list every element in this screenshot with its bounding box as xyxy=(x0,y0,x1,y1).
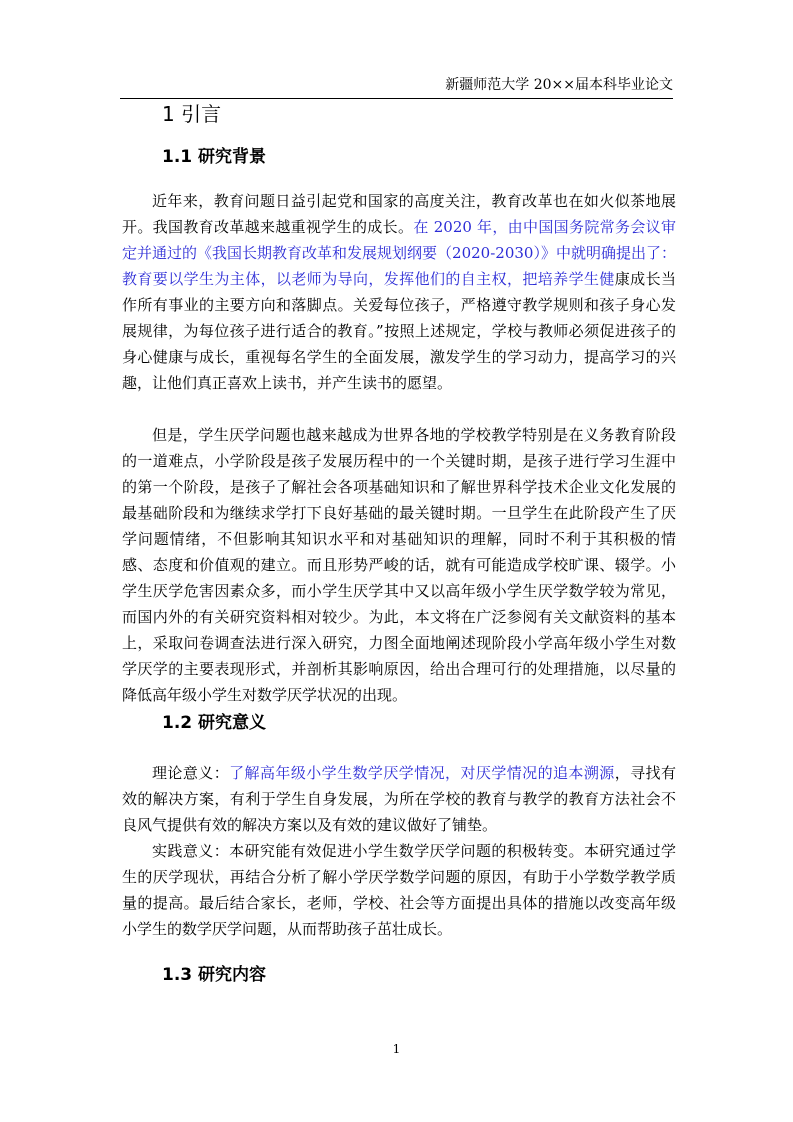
significance-paragraph-1 xyxy=(122,760,676,838)
section-title-significance: 1.2 研究意义 xyxy=(162,713,267,733)
page-number: 1 xyxy=(392,1042,401,1056)
significance-text-a: 理论意义： xyxy=(152,764,230,782)
significance-text-c: ，寻找有效的解决方案，有利于学生自身发展，为所在学校的教育与教学的教育方法社会不良风气提供有效的解决方案以及有效的建议做好了铺垫。 xyxy=(122,764,676,834)
background-text-a: 近年来，教育问题日益引起党和国家的高度关注，教育改革也在如火似茶地展开。我国教育改革越来越重视学生的成长。 xyxy=(122,192,676,236)
significance-text-highlight: 了解高年级小学生数学厌学情况，对厌学情况的追本溯源 xyxy=(229,764,615,782)
chapter-title: 1 引言 xyxy=(162,102,222,126)
significance-paragraph-2: 实践意义：本研究能有效促进小学生数学厌学问题的积极转变。本研究通过学生的厌学现状，再结合分析了解小学厌学数学问题的原因，有助于小学数学教学质量的提高。最后结合家长，老师，学校、社会等方面提出具体的措施以改变高年级小学生的数学厌学问题，从而帮助孩子茁壮成长。 xyxy=(122,842,676,938)
background-text-c: 康成长当作所有事业的主要方向和落脚点。关爱每位孩子，严格遵守教学规则和孩子身心发展规律，为每位孩子进行适合的教育。”按照上述规定，学校与教师必须促进孩子的身心健康与成长，重视每名学生的全面发展，激发学生的学习动力，提高学习的兴趣，让他们真正喜欢上读书，并产生读书的愿望。 xyxy=(122,270,676,392)
background-text-highlight: 在 2020 年，由中国国务院常务会议审定并通过的《我国长期教育改革和发展规划纲要（2020-2030）》中就明确提出了：教育要以学生为主体，以老师为导向，发挥他们的自主权，把培养学生健 xyxy=(122,218,676,288)
background-paragraph-2: 但是，学生厌学问题也越来越成为世界各地的学校教学特别是在义务教育阶段的一道难点，小学阶段是孩子发展历程中的一个关键时期，是孩子进行学习生涯中的第一个阶段，是孩子了解社会各项基础知识和了解世界科学技术企业文化发展的最基础阶段和为继续求学打下良好基础的最关键时期。一旦学生在此阶段产生了厌学问题情绪，不但影响其知识水平和对基础知识的理解，同时不利于其积极的情感、态度和价值观的建立。而且形势严峻的话，就有可能造成学校旷课、辍学。小学生厌学危害因素众多，而小学生厌学其中又以高年级小学生厌学数学较为常见，而国内外的有关研究资料相对较少。为此，本文将在广泛参阅有关文献资料的基本上，采取问卷调查法进行深入研究，力图全面地阐述现阶段小学高年级小学生对数学厌学的主要表现形式，并剖析其影响原因，给出合理可行的处理措施，以尽量的降低高年级小学生对数学厌学状况的出现。 xyxy=(122,426,676,704)
section-title-background: 1.1 研究背景 xyxy=(162,147,267,167)
background-paragraph-1 xyxy=(122,188,676,396)
section-title-content: 1.3 研究内容 xyxy=(162,965,267,985)
running-header: 新疆师范大学 20××届本科毕业论文 xyxy=(120,76,673,99)
